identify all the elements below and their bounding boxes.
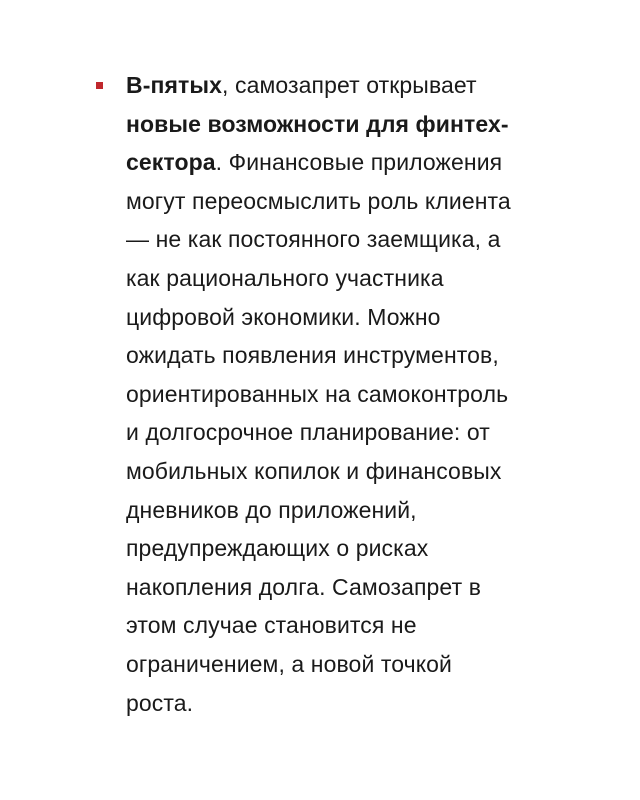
paragraph-line: ограничением, а новой точкой xyxy=(126,650,452,677)
highlight-bold-text: сектора xyxy=(126,149,216,176)
paragraph-line xyxy=(126,66,566,105)
paragraph-line: этом случае становится не xyxy=(126,612,417,639)
paragraph-line: как рационального участника xyxy=(126,264,444,291)
paragraph-line: цифровой экономики. Можно xyxy=(126,303,441,330)
paragraph-line: предупреждающих о рисках xyxy=(126,535,429,562)
paragraph-line: роста. xyxy=(126,689,194,716)
highlight-bold-text: новые возможности для финтех- xyxy=(126,110,509,137)
paragraph-line: — не как постоянного заемщика, а xyxy=(126,226,501,253)
paragraph-line xyxy=(126,105,566,144)
line-text: . Финансовые приложения xyxy=(215,149,503,176)
lead-bold-text: В-пятых xyxy=(126,72,222,98)
paragraph-line: и долгосрочное планирование: от xyxy=(126,419,490,446)
bullet-square-icon xyxy=(96,82,103,89)
paragraph-line xyxy=(126,143,566,182)
paragraph-line: накопления долга. Самозапрет в xyxy=(126,573,482,600)
paragraph-line: мобильных копилок и финансовых xyxy=(126,457,502,484)
paragraph-line: ожидать появления инструментов, xyxy=(126,342,499,369)
bullet-paragraph xyxy=(126,66,566,722)
paragraph-line: ориентированных на самоконтроль xyxy=(126,380,509,407)
line-text: , самозапрет открывает xyxy=(221,72,477,98)
paragraph-line: дневников до приложений, xyxy=(126,496,417,523)
paragraph-line: могут переосмыслить роль клиента xyxy=(126,187,511,214)
